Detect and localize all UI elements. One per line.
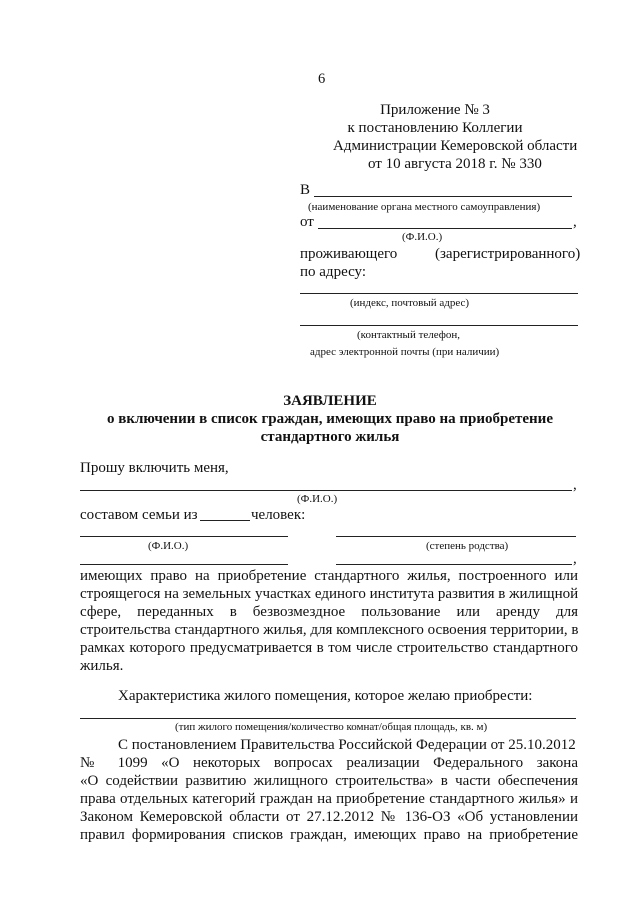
title-line-2: о включении в список граждан, имеющих право на приобретение — [107, 411, 553, 427]
applicant-name-hint: (Ф.И.О.) — [297, 493, 338, 505]
name-suffix: , — [573, 477, 577, 493]
postal-hint: (индекс, почтовый адрес) — [350, 297, 470, 309]
request-text: Прошу включить меня, — [80, 460, 229, 476]
para1-line: строящегося на земельных участках единого института развития в жилищной — [80, 586, 579, 602]
characteristic-text: Характеристика жилого помещения, которое желаю приобрести: — [118, 688, 533, 704]
contact-hint-2: адрес электронной почты (при наличии) — [310, 346, 500, 358]
para2-line: правил формирования списков граждан, имеющих право на приобретение — [80, 827, 578, 843]
characteristic-line[interactable] — [80, 718, 576, 719]
para2-line: «О содействии развитию жилищного строительства» в части обеспечения — [80, 773, 578, 789]
para1-line: жилья. — [80, 658, 124, 674]
member-name-line-1[interactable] — [80, 536, 288, 537]
para2-line: С постановлением Правительства Российской Федерации от 25.10.2012 — [118, 737, 576, 753]
para2-line: права отдельных категорий граждан на приобретение стандартного жилья» и — [80, 791, 578, 807]
relation-line-1[interactable] — [336, 536, 576, 537]
postal-field-line[interactable] — [300, 293, 578, 294]
title-line-3: стандартного жилья — [260, 429, 400, 445]
para1-line: сфере, переданных в безвозмездное пользование или аренду для — [80, 604, 578, 620]
appendix-line-1: Приложение № 3 — [380, 102, 490, 118]
contact-field-line[interactable] — [300, 325, 578, 326]
to-prefix: В — [300, 182, 311, 198]
applicant-name-line[interactable] — [80, 490, 572, 491]
at-address: по адресу: — [300, 264, 367, 280]
from-prefix: от — [300, 214, 314, 230]
relation-hint: (степень родства) — [426, 540, 509, 552]
family-suffix: человек: — [251, 507, 306, 523]
family-count-line[interactable] — [200, 520, 250, 521]
appendix-line-3: Администрации Кемеровской области — [333, 138, 578, 154]
para1-line: рамках которого предусматривается в том числе строительство стандартного — [80, 640, 578, 656]
from-suffix: , — [573, 214, 577, 230]
appendix-line-4: от 10 августа 2018 г. № 330 — [368, 156, 542, 172]
appendix-line-2: к постановлению Коллегии — [347, 120, 523, 136]
from-hint: (Ф.И.О.) — [402, 231, 443, 243]
member-name-hint: (Ф.И.О.) — [148, 540, 189, 552]
para1-line: имеющих право на приобретение стандартного жилья, построенного или — [80, 568, 578, 584]
contact-hint-1: (контактный телефон, — [357, 329, 461, 341]
para2-line: Законом Кемеровской области от 27.12.2012 № 136-ОЗ «Об установлении — [80, 809, 578, 825]
residing-left: проживающего — [300, 246, 398, 262]
characteristic-hint: (тип жилого помещения/количество комнат/общая площадь, кв. м) — [175, 721, 488, 733]
to-field-line[interactable] — [314, 196, 572, 197]
para2-line: № 1099 «О некоторых вопросах реализации Федерального закона — [80, 755, 578, 771]
relation-suffix: , — [573, 551, 577, 567]
to-hint: (наименование органа местного самоуправления) — [308, 201, 541, 213]
para1-line: строительства стандартного жилья, для комплексного освоения территории, в — [80, 622, 579, 638]
member-name-line-2[interactable] — [80, 564, 288, 565]
family-prefix: составом семьи из — [80, 507, 198, 523]
residing-right: (зарегистрированного) — [435, 246, 581, 262]
relation-line-2[interactable] — [336, 564, 572, 565]
document-title: ЗАЯВЛЕНИЕ — [283, 393, 377, 409]
page-number: 6 — [318, 71, 326, 87]
from-field-line[interactable] — [318, 228, 572, 229]
